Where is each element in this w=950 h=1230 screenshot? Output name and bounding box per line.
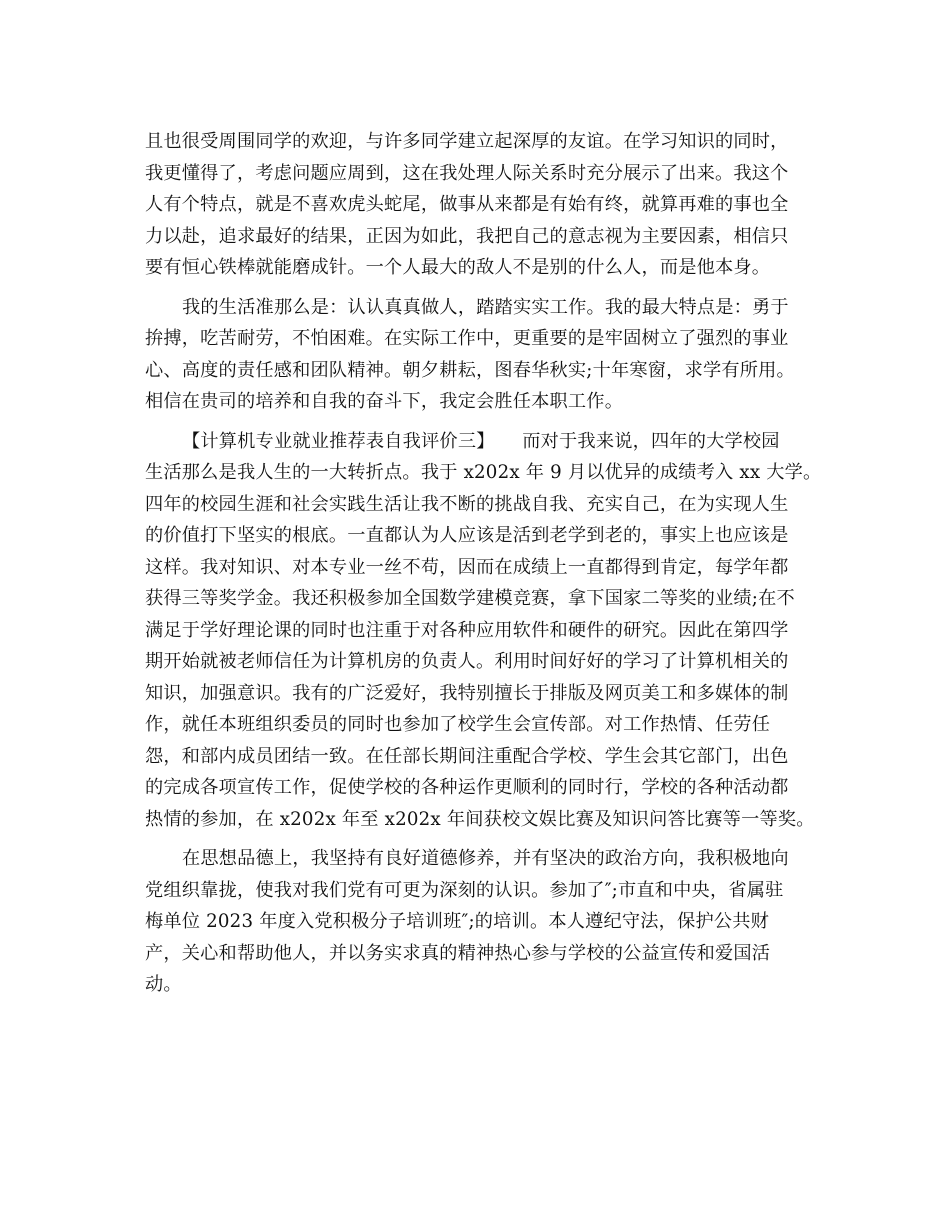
paragraph [145, 426, 822, 836]
text-line: 满足于学好理论课的同时也注重于对各种应用软件和硬件的研究。因此在第四学 [145, 619, 789, 641]
text-line: 热情的参加，在 x202x 年至 x202x 年间获校文娱比赛及知识问答比赛等一等奖。 [145, 808, 815, 830]
paragraph-gap [145, 418, 810, 426]
text-line: 期开始就被老师信任为计算机房的负责人。利用时间好好的学习了计算机相关的 [145, 651, 789, 672]
text-line: 怨，和部内成员团结一致。在任部长期间注重配合学校、学生会其它部门，出色 [145, 745, 789, 767]
text-line: 拚搏，吃苦耐劳，不怕困难。在实际工作中，更重要的是牢固树立了强烈的事业 [145, 328, 789, 349]
text-line: 相信在贵司的培养和自我的奋斗下，我定会胜任本职工作。 [145, 391, 624, 412]
paragraph [145, 292, 810, 418]
text-line: 产，关心和帮助他人，并以务实求真的精神热心参与学校的公益宣传和爱国活 [145, 942, 771, 964]
paragraph-gap [145, 284, 810, 292]
text-line: 在思想品德上，我坚持有良好道德修养，并有坚决的政治方向，我积极地向 [182, 848, 789, 869]
text-line: 的价值打下坚实的根底。一直都认为人应该是活到老学到老的，事实上也应该是 [145, 525, 789, 546]
text-line: 【计算机专业就业推荐表自我评价三】 而对于我来说，四年的大学校园 [182, 430, 780, 452]
text-line: 这样。我对知识、对本专业一丝不苟，因而在成绩上一直都得到肯定，每学年都 [145, 556, 789, 578]
text-line: 的完成各项宣传工作，促使学校的各种运作更顺利的同时行，学校的各种活动都 [145, 777, 789, 798]
paragraph-gap [145, 835, 810, 843]
text-line: 四年的校园生涯和社会实践生活让我不断的挑战自我、充实自己，在为实现人生 [145, 493, 789, 515]
text-line: 动。 [145, 974, 182, 995]
text-line: 知识，加强意识。我有的广泛爱好，我特别擅长于排版及网页美工和多媒体的制 [145, 682, 789, 704]
text-line: 人有个特点，就是不喜欢虎头蛇尾，做事从来都是有始有终，就算再难的事也全 [145, 194, 789, 215]
document-body [145, 126, 822, 1001]
text-line: 我更懂得了，考虑问题应周到，这在我处理人际关系时充分展示了出来。我这个 [145, 162, 789, 184]
paragraph [145, 126, 810, 284]
text-line: 我的生活准那么是：认认真真做人，踏踏实实工作。我的最大特点是：勇于 [182, 296, 789, 318]
paragraph [145, 843, 810, 1001]
text-line: 获得三等奖学金。我还积极参加全国数学建模竞赛，拿下国家二等奖的业绩;在不 [145, 588, 795, 609]
text-line: 生活那么是我人生的一大转折点。我于 x202x 年 9 月以优异的成绩考入 xx 大学。 [145, 462, 822, 483]
text-line: 心、高度的责任感和团队精神。朝夕耕耘，图春华秋实;十年寒窗，求学有所用。 [145, 359, 795, 381]
text-line: 要有恒心铁棒就能磨成针。一个人最大的敌人不是别的什么人，而是他本身。 [145, 257, 771, 278]
text-line: 梅单位 2023 年度入党积极分子培训班″;的培训。本人遵纪守法，保护公共财 [145, 911, 769, 932]
text-line: 力以赴，追求最好的结果，正因为如此，我把自己的意志视为主要因素，相信只 [145, 225, 789, 247]
text-line: 作，就任本班组织委员的同时也参加了校学生会宣传部。对工作热情、任劳任 [145, 714, 771, 735]
text-line: 且也很受周围同学的欢迎，与许多同学建立起深厚的友谊。在学习知识的同时， [145, 131, 789, 152]
text-line: 党组织靠拢，使我对我们党有可更为深刻的认识。参加了″;市直和中央，省属驻 [145, 879, 784, 901]
